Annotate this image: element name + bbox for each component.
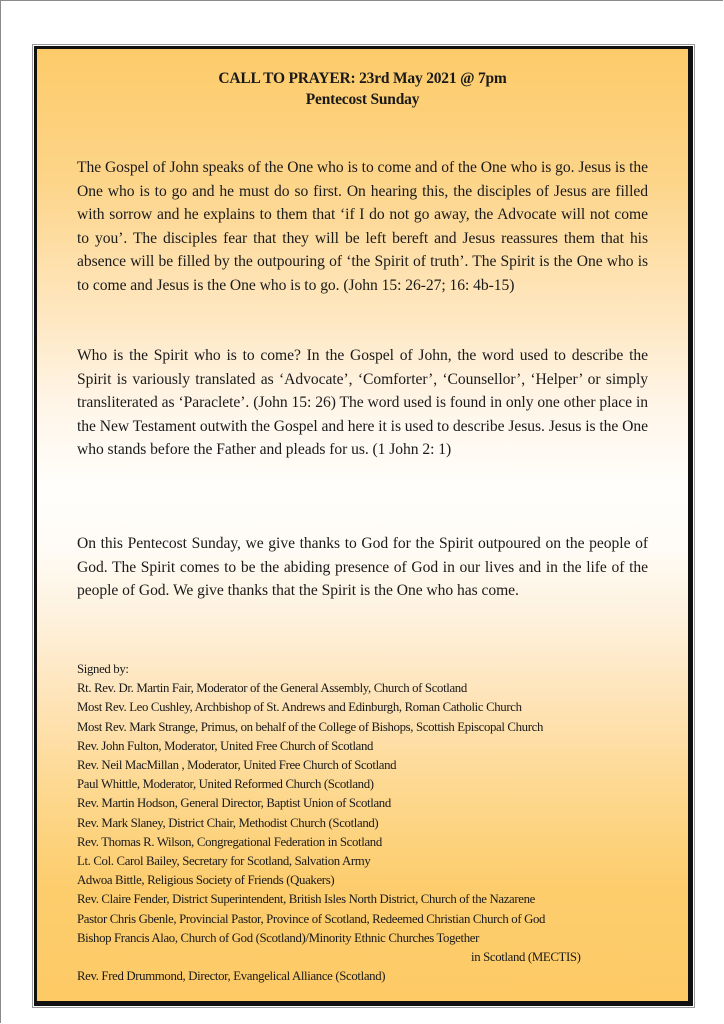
signatory: Rev. Fred Drummond, Director, Evangelical Alliance (Scotland)	[77, 969, 386, 984]
signatory: Rev. John Fulton, Moderator, United Free Church of Scotland	[77, 738, 374, 753]
signatory: Rev. Martin Hodson, General Director, Baptist Union of Scotland	[77, 796, 391, 811]
signatory: Rev. Mark Slaney, District Chair, Methodist Church (Scotland)	[77, 815, 379, 830]
signed-by-label: Signed by:	[77, 662, 129, 676]
signatory-continuation: in Scotland (MECTIS)	[471, 950, 581, 965]
signatory: Pastor Chris Gbenle, Provincial Pastor, Province of Scotland, Redeemed Christian Church of God	[77, 911, 546, 926]
signatory: Bishop Francis Alao, Church of God (Scotland)/Minority Ethnic Churches Together	[77, 930, 479, 945]
signatory: Most Rev. Leo Cushley, Archbishop of St. Andrews and Edinburgh, Roman Catholic Church	[77, 700, 522, 715]
signatory: Paul Whittle, Moderator, United Reformed Church (Scotland)	[77, 777, 374, 792]
paragraph-spirit-to-come: Who is the Spirit who is to come? In the Gospel of John, the word used to describe the Spirit is variously translated as ‘Advocate’, ‘Comforter’, ‘Counsellor’, ‘Helper’ or simply transliterated as ‘Paraclete’. (John 15: 26) The word used is found in only one other place in the New Testament outwith the Gospel and here it is used to describe Jesus. Jesus is the One who stands before the Father and pleads for us. (1 John 2: 1)	[77, 347, 648, 459]
page-title: CALL TO PRAYER: 23rd May 2021 @ 7pm	[218, 70, 507, 87]
signatory: Lt. Col. Carol Bailey, Secretary for Scotland, Salvation Army	[77, 854, 371, 869]
signatory: Rev. Claire Fender, District Superintendent, British Isles North District, Church of the Nazarene	[77, 892, 535, 907]
signatory: Rev. Thomas R. Wilson, Congregational Federation in Scotland	[77, 834, 382, 849]
header	[77, 68, 648, 110]
signatory: Most Rev. Mark Strange, Primus, on behalf of the College of Bishops, Scottish Episcopal Church	[77, 719, 544, 734]
signatories-list	[77, 660, 668, 986]
page-subtitle: Pentecost Sunday	[305, 91, 420, 108]
document-frame	[32, 44, 695, 1008]
gradient-panel	[34, 46, 693, 1006]
signatory: Rev. Neil MacMillan , Moderator, United Free Church of Scotland	[77, 758, 397, 773]
paragraph-pentecost-thanks: On this Pentecost Sunday, we give thanks to God for the Spirit outpoured on the people of God. The Spirit comes to be the abiding presence of God in our lives and in the life of the people of God. We give thanks that the Spirit is the One who has come.	[77, 535, 648, 600]
signatory: Adwoa Bittle, Religious Society of Friends (Quakers)	[77, 873, 335, 888]
signatory: Rt. Rev. Dr. Martin Fair, Moderator of the General Assembly, Church of Scotland	[77, 681, 467, 696]
paragraph-gospel-of-john: The Gospel of John speaks of the One who is to come and of the One who is go. Jesus is the One who is to go and he must do so first. On hearing this, the disciples of Jesus are filled with sorrow and he explains to them that ‘if I do not go away, the Advocate will not come to you’. The disciples fear that they will be left bereft and Jesus reassures them that his absence will be filled by the outpouring of ‘the Spirit of truth’. The Spirit is the One who is to come and Jesus is the One who is to go. (John 15: 26-27; 16: 4b-15)	[77, 159, 648, 294]
document-content	[77, 49, 648, 1001]
